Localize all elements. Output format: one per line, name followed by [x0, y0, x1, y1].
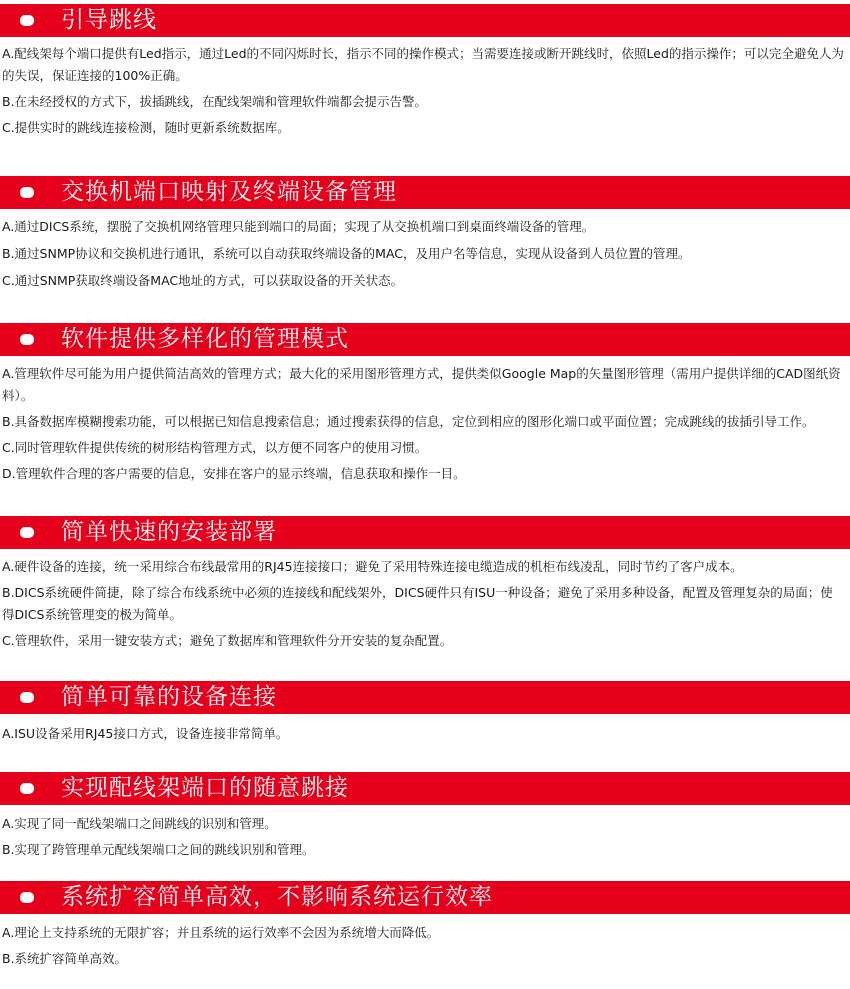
bullet-icon — [20, 892, 34, 903]
bullet-icon — [20, 15, 34, 26]
bullet-icon — [20, 692, 34, 703]
section-title: 系统扩容简单高效，不影响系统运行效率 — [61, 884, 493, 910]
list-item: A.ISU设备采用RJ45接口方式，设备连接非常简单。 — [2, 726, 289, 741]
list-item: B.在未经授权的方式下，拔插跳线，在配线架端和管理软件端都会提示告警。 — [2, 94, 428, 109]
list-item: B.实现了跨管理单元配线架端口之间的跳线识别和管理。 — [2, 842, 315, 857]
list-item: A.管理软件尽可能为用户提供简洁高效的管理方式；最大化的采用图形管理方式，提供类似Google Map的矢量图形管理（需用户提供详细的CAD图纸资料）。 — [2, 366, 841, 403]
section-header-6 — [0, 772, 850, 805]
list-item: A.通过DICS系统，摆脱了交换机网络管理只能到端口的局面；实现了从交换机端口到桌面终端设备的管理。 — [2, 219, 595, 234]
list-item: B.DICS系统硬件简捷，除了综合布线系统中必须的连接线和配线架外，DICS硬件只有ISU一种设备；避免了采用多种设备，配置及管理复杂的局面；使得DICS系统管理变的极为简单。 — [2, 585, 833, 622]
section-header-5 — [0, 681, 850, 714]
bullet-icon — [20, 187, 34, 198]
list-item: A.硬件设备的连接，统一采用综合布线最常用的RJ45连接接口；避免了采用特殊连接电缆造成的机柜布线凌乱，同时节约了客户成本。 — [2, 559, 743, 574]
list-item: C.管理软件，采用一键安装方式；避免了数据库和管理软件分开安装的复杂配置。 — [2, 633, 453, 648]
list-item: A.实现了同一配线架端口之间跳线的识别和管理。 — [2, 816, 277, 831]
section-header-1 — [0, 4, 850, 37]
section-title: 引导跳线 — [61, 7, 157, 33]
list-item: C.提供实时的跳线连接检测，随时更新系统数据库。 — [2, 120, 290, 135]
section-title: 实现配线架端口的随意跳接 — [61, 775, 349, 801]
list-item: C.同时管理软件提供传统的树形结构管理方式，以方便不同客户的使用习惯。 — [2, 440, 428, 455]
section-title: 简单快速的安装部署 — [61, 519, 277, 545]
section-title: 软件提供多样化的管理模式 — [61, 326, 349, 352]
bullet-icon — [20, 334, 34, 345]
section-header-3 — [0, 323, 850, 356]
list-item: A.理论上支持系统的无限扩容；并且系统的运行效率不会因为系统增大而降低。 — [2, 925, 440, 940]
bullet-icon — [20, 783, 34, 794]
section-title: 交换机端口映射及终端设备管理 — [61, 179, 397, 205]
section-header-7 — [0, 881, 850, 914]
list-item: A.配线架每个端口提供有Led指示，通过Led的不同闪烁时长，指示不同的操作模式；当需要连接或断开跳线时，依照Led的指示操作；可以完全避免人为的失误，保证连接的100%正确。 — [2, 46, 844, 83]
section-title: 简单可靠的设备连接 — [61, 684, 277, 710]
list-item: B.具备数据库模糊搜索功能，可以根据已知信息搜索信息；通过搜索获得的信息，定位到相应的图形化端口或平面位置；完成跳线的拔插引导工作。 — [2, 414, 815, 429]
bullet-icon — [20, 527, 34, 538]
list-item: D.管理软件合理的客户需要的信息，安排在客户的显示终端，信息获取和操作一目。 — [2, 466, 466, 481]
list-item: B.系统扩容简单高效。 — [2, 951, 128, 966]
section-header-2 — [0, 176, 850, 209]
list-item: B.通过SNMP协议和交换机进行通讯，系统可以自动获取终端设备的MAC，及用户名等信息，实现从设备到人员位置的管理。 — [2, 246, 691, 261]
section-header-4 — [0, 516, 850, 549]
list-item: C.通过SNMP获取终端设备MAC地址的方式，可以获取设备的开关状态。 — [2, 273, 404, 288]
